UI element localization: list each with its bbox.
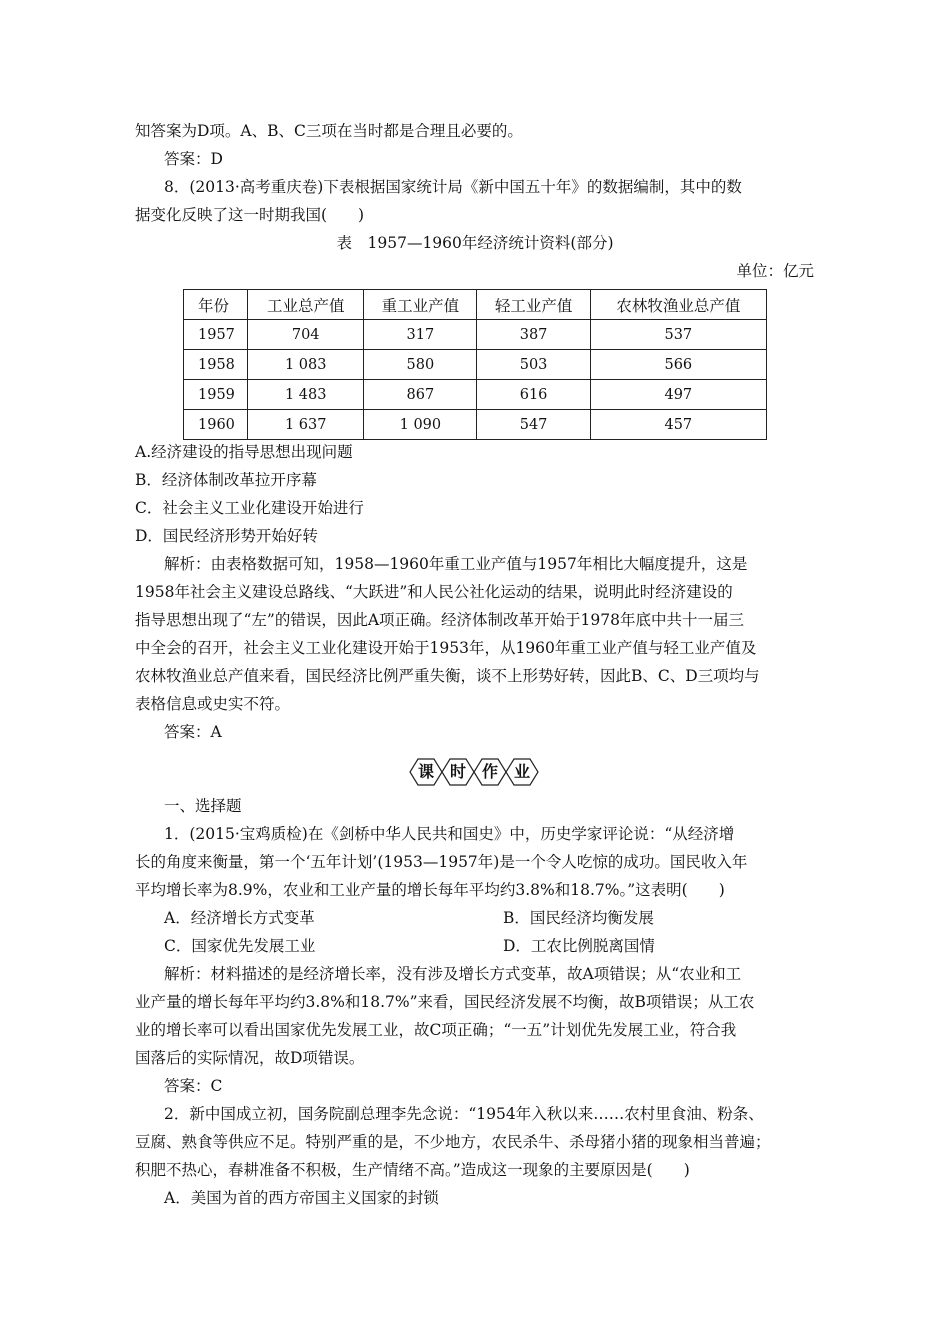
option-d: D．工农比例脱离国情 <box>503 937 655 955</box>
header-agriculture-total: 农林牧渔业总产值 <box>590 290 766 320</box>
section-title: 一、选择题 <box>164 797 242 815</box>
answer-text: 答案：A <box>164 723 222 741</box>
table-unit: 单位：亿元 <box>736 262 814 280</box>
answer-text: 答案：D <box>164 150 223 168</box>
table-title: 表 1957—1960年经济统计资料(部分) <box>336 234 614 252</box>
table-cell: 537 <box>590 320 766 350</box>
table-row <box>184 320 767 350</box>
table-row <box>184 380 767 410</box>
answer-text: 答案：C <box>164 1077 223 1095</box>
section-banner <box>0 755 950 789</box>
table-cell: 1 483 <box>248 380 364 410</box>
analysis-line: 表格信息或史实不符。 <box>135 695 291 713</box>
option-a: A.经济建设的指导思想出现问题 <box>135 443 353 461</box>
table-cell: 497 <box>590 380 766 410</box>
option-d: D．国民经济形势开始好转 <box>135 527 318 545</box>
analysis-line: 1958年社会主义建设总路线、“大跃进”和人民公社化运动的结果，说明此时经济建设的 <box>135 583 733 601</box>
analysis-line: 农林牧渔业总产值来看，国民经济比例严重失衡，谈不上形势好转，因此B、C、D三项均与 <box>135 667 760 685</box>
question-1-stem: 1．(2015·宝鸡质检)在《剑桥中华人民共和国史》中，历史学家评论说：“从经济增 <box>164 825 735 843</box>
banner-char: 作 <box>481 762 498 781</box>
option-a: A．美国为首的西方帝国主义国家的封锁 <box>164 1189 439 1207</box>
table-header-row <box>184 290 767 320</box>
analysis-line: 指导思想出现了“左”的错误，因此A项正确。经济体制改革开始于1978年底中共十一届三 <box>135 611 744 629</box>
table-cell: 867 <box>364 380 477 410</box>
header-light-industry: 轻工业产值 <box>477 290 590 320</box>
continued-text: 知答案为D项。A、B、C三项在当时都是合理且必要的。 <box>135 122 523 140</box>
table-cell: 503 <box>477 350 590 380</box>
banner-char: 时 <box>449 762 466 781</box>
question-2-stem: 2．新中国成立初，国务院副总理李先念说：“1954年入秋以来……农村里食油、粉条、 <box>164 1105 764 1123</box>
question-2-stem-cont: 豆腐、熟食等供应不足。特别严重的是，不少地方，农民杀牛、杀母猪小猪的现象相当普遍； <box>135 1133 771 1151</box>
option-b: B．经济体制改革拉开序幕 <box>135 471 317 489</box>
question-2-stem-cont: 积肥不热心，春耕准备不积极，生产情绪不高。”造成这一现象的主要原因是( ) <box>135 1161 690 1179</box>
analysis-line: 业产量的增长每年平均约3.8%和18.7%”来看，国民经济发展不均衡，故B项错误；从工农 <box>135 993 755 1011</box>
table-cell: 1959 <box>184 380 248 410</box>
table-row <box>184 350 767 380</box>
analysis-line: 解析：由表格数据可知，1958—1960年重工业产值与1957年相比大幅度提升，这是 <box>164 555 748 573</box>
table-cell: 1 637 <box>248 410 364 440</box>
hexagon-banner-icon <box>0 755 950 789</box>
question-1-stem-cont: 平均增长率为8.9%，农业和工业产量的增长每年平均约3.8%和18.7%。”这表明( ) <box>135 881 725 899</box>
analysis-line: 国落后的实际情况，故D项错误。 <box>135 1049 365 1067</box>
table-cell: 1 090 <box>364 410 477 440</box>
table-cell: 457 <box>590 410 766 440</box>
header-year: 年份 <box>184 290 248 320</box>
table-cell: 704 <box>248 320 364 350</box>
banner-char: 业 <box>513 762 530 781</box>
analysis-line: 中全会的召开，社会主义工业化建设开始于1953年，从1960年重工业产值与轻工业产值及 <box>135 639 757 657</box>
table-cell: 616 <box>477 380 590 410</box>
question-1-stem-cont: 长的角度来衡量，第一个‘五年计划’(1953—1957年)是一个令人吃惊的成功。国民收入年 <box>135 853 748 871</box>
table-cell: 1 083 <box>248 350 364 380</box>
table-cell: 1958 <box>184 350 248 380</box>
analysis-line: 解析：材料描述的是经济增长率，没有涉及增长方式变革，故A项错误；从“农业和工 <box>164 965 742 983</box>
table-cell: 1960 <box>184 410 248 440</box>
table-row <box>184 410 767 440</box>
option-a: A．经济增长方式变革 <box>164 909 315 927</box>
table-cell: 566 <box>590 350 766 380</box>
header-industry-total: 工业总产值 <box>248 290 364 320</box>
header-heavy-industry: 重工业产值 <box>364 290 477 320</box>
question-8-stem: 8．(2013·高考重庆卷)下表根据国家统计局《新中国五十年》的数据编制，其中的数 <box>164 178 742 196</box>
option-b: B．国民经济均衡发展 <box>503 909 654 927</box>
table-cell: 317 <box>364 320 477 350</box>
analysis-line: 业的增长率可以看出国家优先发展工业，故C项正确；“一五”计划优先发展工业，符合我 <box>135 1021 737 1039</box>
table-cell: 1957 <box>184 320 248 350</box>
option-c: C．社会主义工业化建设开始进行 <box>135 499 364 517</box>
banner-char: 课 <box>417 762 434 781</box>
economic-statistics-table <box>183 289 767 440</box>
question-8-stem-cont: 据变化反映了这一时期我国( ) <box>135 206 365 224</box>
table-cell: 547 <box>477 410 590 440</box>
table-cell: 580 <box>364 350 477 380</box>
table-cell: 387 <box>477 320 590 350</box>
option-c: C．国家优先发展工业 <box>164 937 316 955</box>
